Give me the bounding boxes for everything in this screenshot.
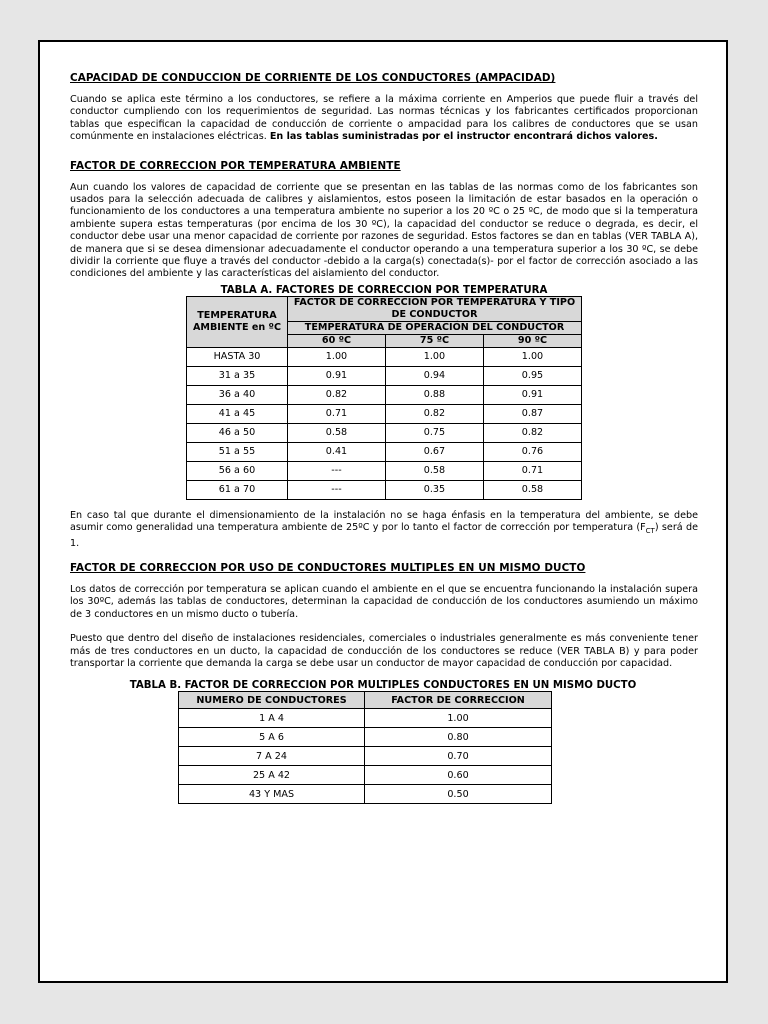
table-cell: 61 a 70 xyxy=(187,480,288,499)
table-cell: 0.82 xyxy=(483,423,581,442)
section-title-temperatura: FACTOR DE CORRECCION POR TEMPERATURA AMBIENTE xyxy=(70,159,401,172)
paragraph-ampacidad xyxy=(70,94,698,144)
table-a-row xyxy=(187,480,582,499)
table-cell: --- xyxy=(288,461,386,480)
table-cell: 0.80 xyxy=(365,728,552,747)
table-cell: 0.91 xyxy=(483,385,581,404)
table-a xyxy=(186,296,582,500)
paragraph-temperatura-default xyxy=(70,510,698,550)
table-cell: 0.75 xyxy=(385,423,483,442)
table-cell: 56 a 60 xyxy=(187,461,288,480)
table-b-row xyxy=(179,728,552,747)
table-b-caption: TABLA B. FACTOR DE CORRECCION POR MULTIPLES CONDUCTORES EN UN MISMO DUCTO xyxy=(129,680,637,692)
paragraph-tail: ) será de 1. xyxy=(70,522,698,549)
table-cell: 7 A 24 xyxy=(179,747,365,766)
paragraph-text: En caso tal que durante el dimensionamiento de la instalación no se haga énfasis en la temperatura del ambiente, se debe asumir como generalidad una temperatura ambiente de 25ºC y por lo tanto el factor de corrección por temperatura (F xyxy=(70,509,698,534)
table-a-col-90: 90 ºC xyxy=(483,334,581,347)
table-a-col-75: 75 ºC xyxy=(385,334,483,347)
paragraph-bold-text: En las tablas suministradas por el instructor encontrará dichos valores. xyxy=(269,131,658,143)
table-cell: 0.88 xyxy=(385,385,483,404)
table-b xyxy=(178,691,552,804)
paragraph-multiples-2: Puesto que dentro del diseño de instalaciones residenciales, comerciales o industriales generalmente es más conveniente tener más de tres conductores en un ducto, la capacidad de conducción de los conductores se reduce (VER TABLA B) y para poder transportar la corriente que demanda la carga se debe usar un conductor de mayor capacidad de conducción por capacidad. xyxy=(70,633,698,670)
table-cell: 1.00 xyxy=(365,709,552,728)
section-title-ampacidad: CAPACIDAD DE CONDUCCION DE CORRIENTE DE LOS CONDUCTORES (AMPACIDAD) xyxy=(70,72,556,84)
table-cell: 0.71 xyxy=(483,461,581,480)
table-a-row xyxy=(187,442,582,461)
table-a-row xyxy=(187,461,582,480)
document-content xyxy=(70,72,698,804)
table-b-row xyxy=(179,785,552,804)
table-cell: 0.41 xyxy=(288,442,386,461)
subscript-ct: CT xyxy=(645,527,655,536)
table-cell: 31 a 35 xyxy=(187,366,288,385)
table-b-col-factor: FACTOR DE CORRECCION xyxy=(365,692,552,709)
table-a-header-oper: TEMPERATURA DE OPERACIÓN DEL CONDUCTOR xyxy=(288,321,582,334)
paragraph-temperatura: Aun cuando los valores de capacidad de corriente que se presentan en las tablas de las normas como de los fabricantes son usados para la selección adecuada de calibres y aislamientos, estos poseen la limitación de estar basados en la operación o funcionamiento de los conductores a una temperatura ambiente no superior a los 20 ºC o 25 ºC, de modo que si la temperatura ambiente supera estas temperaturas (por encima de los 30 ºC), la capacidad del conductor se reduce o degrada, es decir, el conductor debe usar una menor capacidad de corriente por razones de seguridad. Estos factores se dan en tablas (VER TABLA A), de manera que si se desea dimensionar adecuadamente el conductor operando a una temperatura superior a los 30 ºC, se debe dividir la corriente que fluye a través del conductor -debido a la carga(s) conectada(s)- por el factor de corrección asociado a las condiciones del ambiente y las características del aislamiento del conductor. xyxy=(70,181,698,280)
table-a-header-temp: TEMPERATURA AMBIENTE en ºC xyxy=(187,296,288,347)
table-cell: 43 Y MAS xyxy=(179,785,365,804)
table-a-row xyxy=(187,347,582,366)
table-a-row xyxy=(187,366,582,385)
table-cell: 0.70 xyxy=(365,747,552,766)
table-a-row xyxy=(187,404,582,423)
table-cell: 0.67 xyxy=(385,442,483,461)
table-cell: 5 A 6 xyxy=(179,728,365,747)
paragraph-text: Cuando se aplica este término a los conductores, se refiere a la máxima corriente en Amperios que puede fluir a través del conductor cumpliendo con los requerimientos de seguridad. Las normas técnicas y los fabricantes certificados proporcionan tablas que especifican la capacidad de conducción de corriente o ampacidad para los calibres de conductores que se usan comúnmente en instalaciones eléctricas. xyxy=(70,94,698,143)
table-cell: 46 a 50 xyxy=(187,423,288,442)
table-cell: 0.60 xyxy=(365,766,552,785)
table-cell: 25 A 42 xyxy=(179,766,365,785)
table-b-row xyxy=(179,747,552,766)
table-cell: 1.00 xyxy=(385,347,483,366)
table-cell: 0.87 xyxy=(483,404,581,423)
table-cell: 0.76 xyxy=(483,442,581,461)
table-cell: HASTA 30 xyxy=(187,347,288,366)
table-cell: --- xyxy=(288,480,386,499)
table-cell: 36 a 40 xyxy=(187,385,288,404)
section-title-multiples: FACTOR DE CORRECCION POR USO DE CONDUCTORES MULTIPLES EN UN MISMO DUCTO xyxy=(70,562,586,574)
table-cell: 0.91 xyxy=(288,366,386,385)
table-b-col-numero: NUMERO DE CONDUCTORES xyxy=(179,692,365,709)
table-a-header-factor: FACTOR DE CORRECCION POR TEMPERATURA Y TIPO DE CONDUCTOR xyxy=(288,296,582,321)
table-a-row xyxy=(187,423,582,442)
table-cell: 0.95 xyxy=(483,366,581,385)
table-cell: 0.58 xyxy=(288,423,386,442)
table-cell: 1 A 4 xyxy=(179,709,365,728)
table-cell: 0.50 xyxy=(365,785,552,804)
table-b-row xyxy=(179,766,552,785)
table-cell: 1.00 xyxy=(483,347,581,366)
table-cell: 0.58 xyxy=(385,461,483,480)
table-b-row xyxy=(179,709,552,728)
table-cell: 51 a 55 xyxy=(187,442,288,461)
table-a-caption: TABLA A. FACTORES DE CORRECCION POR TEMPERATURA xyxy=(220,284,548,296)
table-cell: 0.71 xyxy=(288,404,386,423)
table-cell: 41 a 45 xyxy=(187,404,288,423)
table-a-row xyxy=(187,385,582,404)
table-cell: 0.35 xyxy=(385,480,483,499)
document-page xyxy=(38,40,728,983)
table-cell: 0.82 xyxy=(288,385,386,404)
table-cell: 0.82 xyxy=(385,404,483,423)
paragraph-multiples-1: Los datos de corrección por temperatura se aplican cuando el ambiente en el que se encuentra funcionando la instalación supera los 30ºC, además las tablas de conductores, determinan la capacidad de conducción de los conductores asumiendo un máximo de 3 conductores en un mismo ducto o tubería. xyxy=(70,584,698,620)
table-cell: 1.00 xyxy=(288,347,386,366)
table-a-col-60: 60 ºC xyxy=(288,334,386,347)
table-cell: 0.58 xyxy=(483,480,581,499)
table-cell: 0.94 xyxy=(385,366,483,385)
